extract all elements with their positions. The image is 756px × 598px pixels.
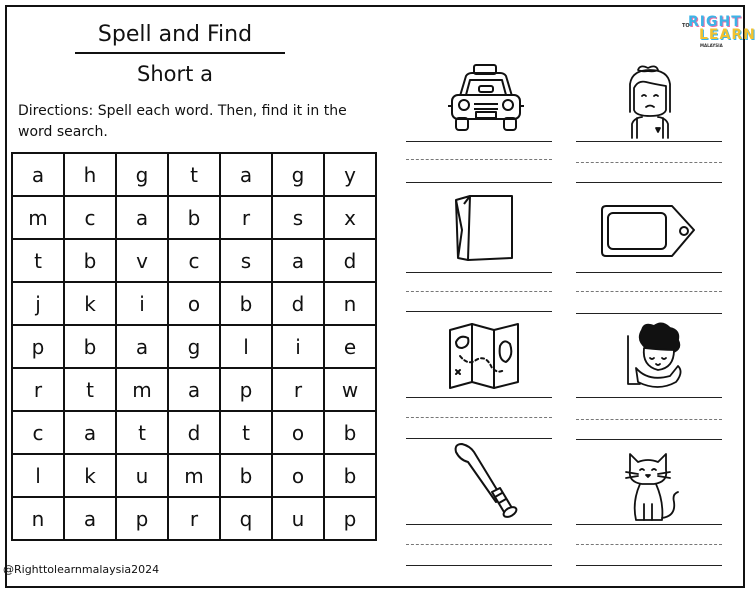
grid-cell: a [64, 411, 116, 454]
worksheet-title: Spell and Find [97, 22, 253, 47]
logo-line-4: MALAYSIA [700, 43, 723, 48]
grid-cell: m [168, 454, 220, 497]
grid-cell: b [220, 282, 272, 325]
grid-cell: k [64, 454, 116, 497]
dashed-guide-line [576, 419, 722, 420]
grid-cell: t [12, 239, 64, 282]
word-search-grid [11, 152, 377, 541]
grid-cell: a [272, 239, 324, 282]
grid-cell: l [220, 325, 272, 368]
map-icon [446, 322, 522, 392]
bat-icon [452, 440, 522, 520]
title-underline [75, 52, 285, 54]
grid-cell: x [324, 196, 376, 239]
grid-cell: y [324, 153, 376, 196]
grid-cell: g [272, 153, 324, 196]
grid-cell: p [116, 497, 168, 540]
worksheet-subtitle: Short a [137, 62, 213, 86]
grid-cell: a [116, 196, 168, 239]
grid-cell: q [220, 497, 272, 540]
grid-cell: s [272, 196, 324, 239]
grid-cell: h [64, 153, 116, 196]
napping-girl-icon [618, 320, 688, 390]
grid-cell: t [64, 368, 116, 411]
grid-cell: s [220, 239, 272, 282]
grid-row [12, 454, 376, 497]
grid-cell: u [272, 497, 324, 540]
grid-cell: d [272, 282, 324, 325]
grid-cell: r [12, 368, 64, 411]
grid-cell: b [64, 239, 116, 282]
dashed-guide-line [576, 544, 722, 545]
sad-girl-icon [620, 62, 680, 140]
writing-line [406, 565, 552, 566]
dashed-guide-line [406, 544, 552, 545]
grid-cell: p [324, 497, 376, 540]
grid-cell: a [220, 153, 272, 196]
logo-line-3: LEARN [699, 27, 756, 43]
grid-cell: g [168, 325, 220, 368]
grid-cell: u [116, 454, 168, 497]
writing-line [576, 397, 722, 398]
writing-line [406, 182, 552, 183]
grid-cell: w [324, 368, 376, 411]
taxi-icon [446, 62, 526, 137]
dashed-guide-line [576, 162, 722, 163]
grid-cell: c [64, 196, 116, 239]
writing-line [576, 439, 722, 440]
writing-line [406, 272, 552, 273]
cat-icon [618, 446, 682, 524]
grid-row [12, 153, 376, 196]
grid-cell: j [12, 282, 64, 325]
grid-cell: m [12, 196, 64, 239]
grid-cell: a [116, 325, 168, 368]
grid-cell: o [272, 454, 324, 497]
writing-line [406, 397, 552, 398]
writing-line [406, 524, 552, 525]
grid-cell: e [324, 325, 376, 368]
grid-cell: a [12, 153, 64, 196]
grid-row [12, 239, 376, 282]
copyright-text: @Righttolearnmalaysia2024 [3, 563, 160, 576]
right-to-learn-logo [682, 14, 756, 50]
dashed-guide-line [576, 291, 722, 292]
grid-cell: o [168, 282, 220, 325]
paper-bag-icon [450, 192, 520, 264]
dashed-guide-line [406, 159, 552, 160]
grid-cell: v [116, 239, 168, 282]
grid-cell: a [168, 368, 220, 411]
grid-cell: a [64, 497, 116, 540]
grid-cell: c [168, 239, 220, 282]
grid-cell: t [116, 411, 168, 454]
grid-cell: l [12, 454, 64, 497]
logo-line-1: RIGHT [688, 14, 742, 30]
grid-cell: r [272, 368, 324, 411]
grid-cell: b [220, 454, 272, 497]
grid-cell: b [324, 454, 376, 497]
writing-line [406, 311, 552, 312]
grid-cell: r [168, 497, 220, 540]
directions-text: Directions: Spell each word. Then, find it in the word search. [18, 103, 347, 140]
writing-line [576, 272, 722, 273]
grid-cell: c [12, 411, 64, 454]
writing-line [576, 141, 722, 142]
writing-line [576, 565, 722, 566]
grid-cell: d [324, 239, 376, 282]
grid-cell: i [272, 325, 324, 368]
grid-row [12, 411, 376, 454]
grid-cell: t [220, 411, 272, 454]
dashed-guide-line [406, 417, 552, 418]
grid-cell: p [12, 325, 64, 368]
grid-cell: d [168, 411, 220, 454]
grid-cell: g [116, 153, 168, 196]
grid-cell: m [116, 368, 168, 411]
grid-cell: r [220, 196, 272, 239]
grid-cell: i [116, 282, 168, 325]
grid-cell: n [324, 282, 376, 325]
dashed-guide-line [406, 291, 552, 292]
grid-row [12, 325, 376, 368]
grid-cell: p [220, 368, 272, 411]
grid-row [12, 196, 376, 239]
writing-line [576, 313, 722, 314]
grid-cell: t [168, 153, 220, 196]
tag-icon [598, 202, 698, 262]
logo-line-2: TO [682, 23, 690, 29]
grid-cell: b [324, 411, 376, 454]
grid-cell: b [168, 196, 220, 239]
writing-line [576, 524, 722, 525]
grid-cell: o [272, 411, 324, 454]
writing-line [406, 141, 552, 142]
writing-line [406, 438, 552, 439]
grid-cell: n [12, 497, 64, 540]
grid-row [12, 368, 376, 411]
grid-cell: k [64, 282, 116, 325]
grid-row [12, 282, 376, 325]
grid-row [12, 497, 376, 540]
writing-line [576, 182, 722, 183]
grid-cell: b [64, 325, 116, 368]
